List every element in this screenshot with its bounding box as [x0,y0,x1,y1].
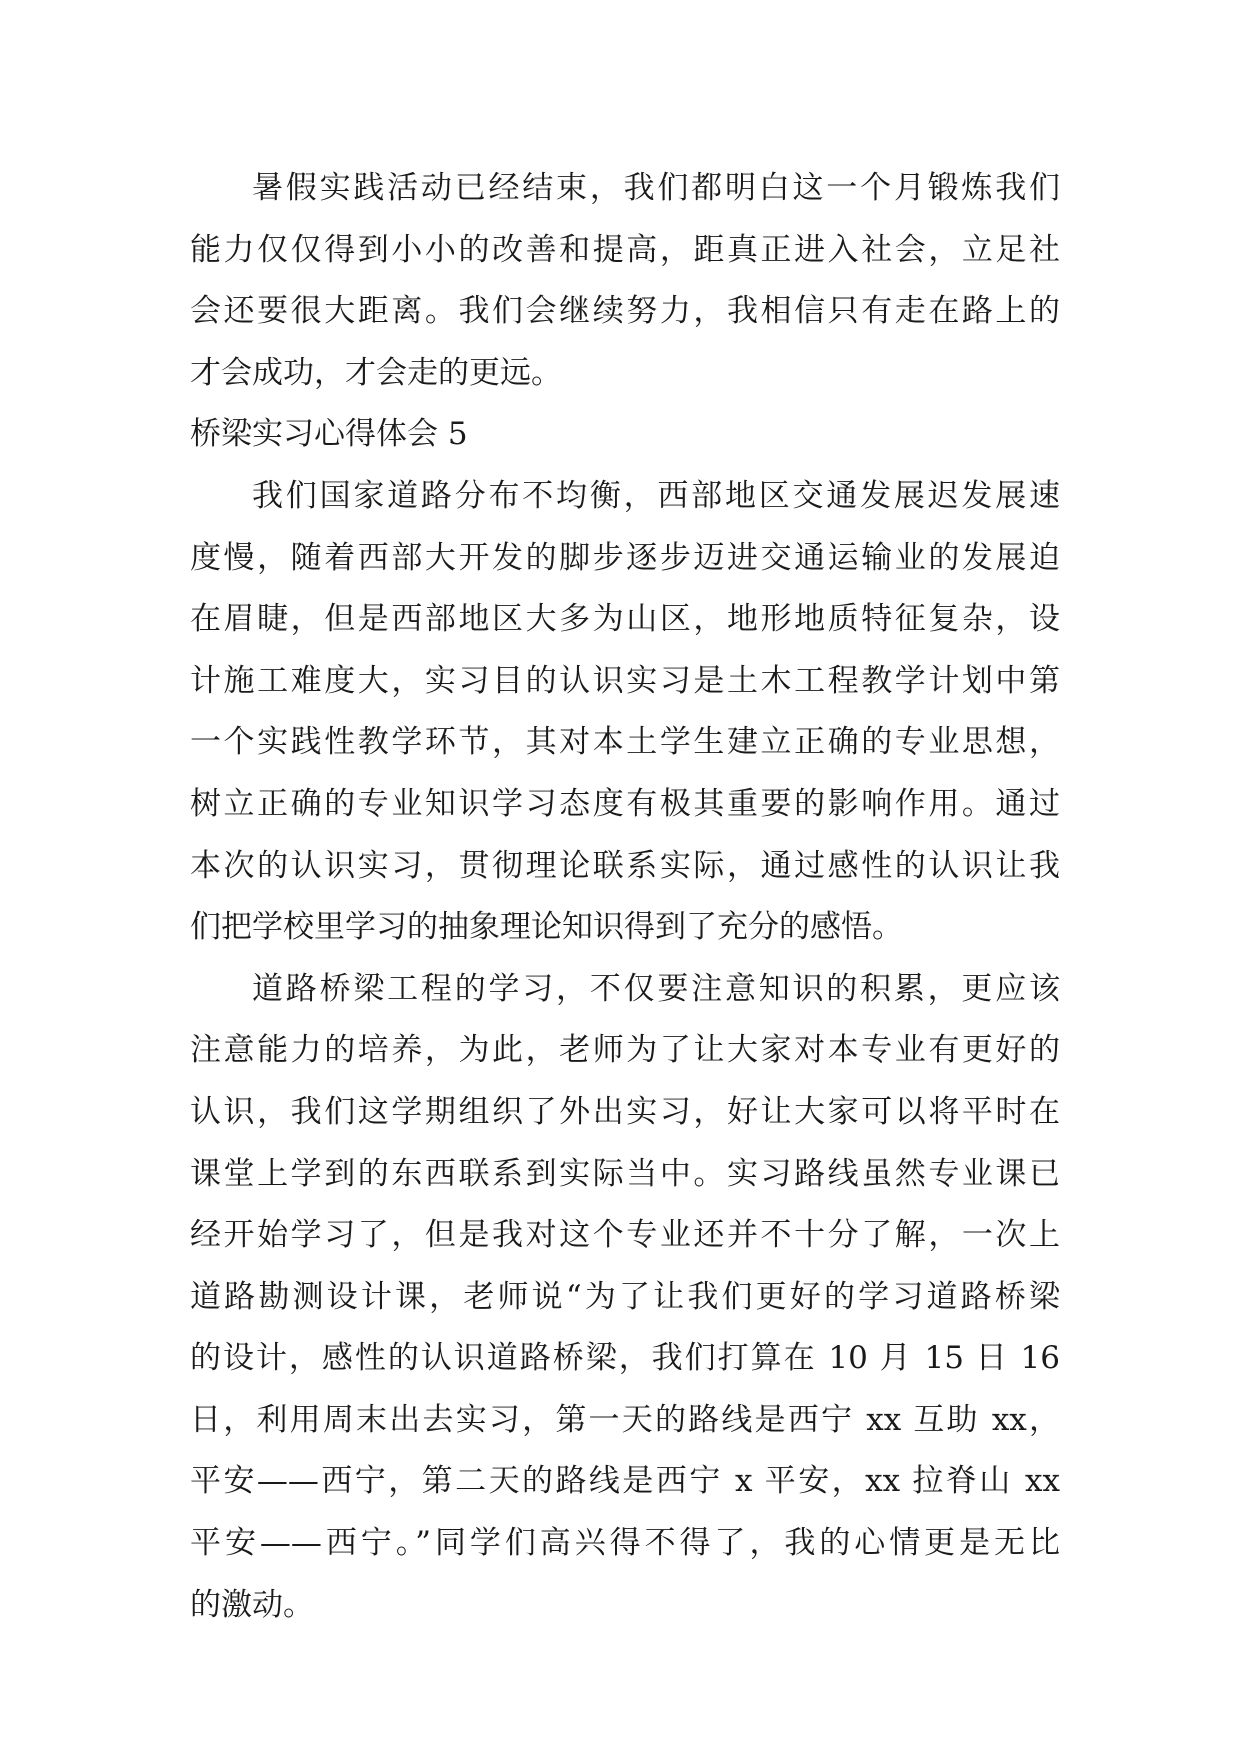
paragraph-line: 道路勘测设计课，老师说“为了让我们更好的学习道路桥梁 [190,1278,1060,1315]
paragraph-line: 注意能力的培养，为此，老师为了让大家对本专业有更好的 [190,1032,1060,1069]
paragraph-line: 课堂上学到的东西联系到实际当中。实习路线虽然专业课已 [190,1155,1060,1192]
paragraph-road-distribution [190,466,1060,959]
paragraph-line: 我们国家道路分布不均衡，西部地区交通发展迟发展速 [252,477,1060,514]
paragraph-line: 才会成功，才会走的更远。 [190,354,562,391]
paragraph-line: 的激动。 [190,1586,314,1623]
paragraph-line: 暑假实践活动已经结束，我们都明白这一个月锻炼我们 [252,170,1060,206]
document-body [190,158,1060,1636]
paragraph-line: 认识，我们这学期组织了外出实习，好让大家可以将平时在 [190,1093,1060,1130]
section-heading: 桥梁实习心得体会 5 [190,416,468,453]
paragraph-line: 道路桥梁工程的学习，不仅要注意知识的积累，更应该 [252,970,1060,1007]
paragraph-line: 日，利用周末出去实习，第一天的路线是西宁 xx 互助 xx， [190,1401,1060,1438]
paragraph-line: 会还要很大距离。我们会继续努力，我相信只有走在路上的 [190,293,1060,330]
paragraph-line: 们把学校里学习的抽象理论知识得到了充分的感悟。 [190,909,903,946]
paragraph-line: 计施工难度大，实习目的认识实习是土木工程教学计划中第 [190,662,1060,699]
paragraph-line: 能力仅仅得到小小的改善和提高，距真正进入社会，立足社 [190,231,1060,268]
paragraph-line: 在眉睫，但是西部地区大多为山区，地形地质特征复杂，设 [190,601,1060,638]
paragraph-line: 本次的认识实习，贯彻理论联系实际，通过感性的认识让我 [190,847,1060,884]
paragraph-bridge-engineering [190,959,1060,1637]
paragraph-line: 度慢，随着西部大开发的脚步逐步迈进交通运输业的发展迫 [190,539,1060,576]
paragraph-line: 平安——西宁，第二天的路线是西宁 x 平安，xx 拉脊山 xx [190,1463,1060,1500]
paragraph-line: 一个实践性教学环节，其对本土学生建立正确的专业思想， [190,724,1060,761]
paragraph-line: 平安——西宁。”同学们高兴得不得了，我的心情更是无比 [190,1525,1060,1562]
paragraph-summer-practice [190,158,1060,404]
paragraph-line: 经开始学习了，但是我对这个专业还并不十分了解，一次上 [190,1217,1060,1254]
paragraph-line: 的设计，感性的认识道路桥梁，我们打算在 10 月 15 日 16 [190,1340,1060,1377]
paragraph-line: 树立正确的专业知识学习态度有极其重要的影响作用。通过 [190,785,1060,822]
